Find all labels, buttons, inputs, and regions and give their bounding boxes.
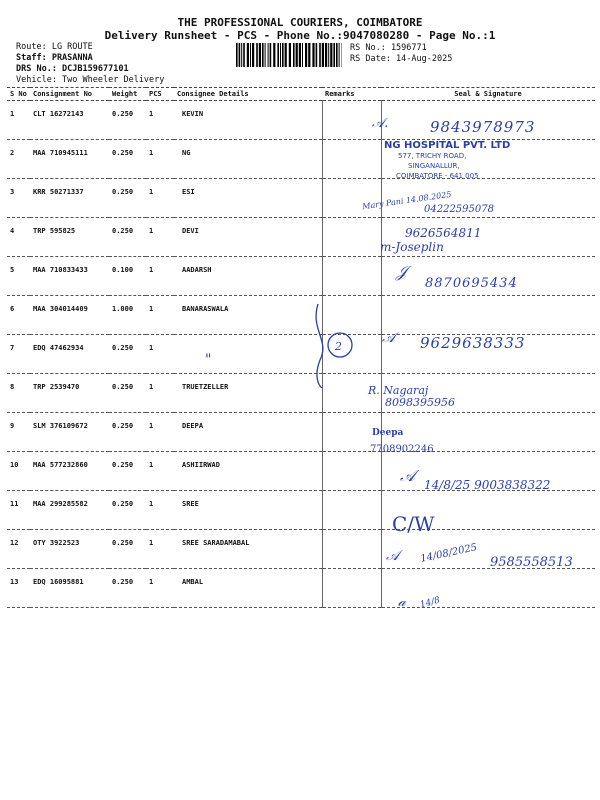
row-remarks (322, 491, 381, 530)
barcode-bar (268, 43, 269, 67)
row-sno: 3 (7, 179, 30, 218)
row-pcs: 1 (146, 296, 174, 335)
row-pcs: 1 (146, 491, 174, 530)
phone-row5: 8870695434 (425, 276, 518, 291)
row-sno: 9 (7, 413, 30, 452)
row-pcs: 1 (146, 140, 174, 179)
row-remarks (322, 218, 381, 257)
table-row (7, 569, 595, 608)
row-weight: 0.250 (109, 335, 146, 374)
sig-row3: Mary Pani 14.08.2025 (361, 189, 452, 212)
sig-row7: 𝒜 (382, 330, 396, 346)
row-weight: 0.250 (109, 179, 146, 218)
row-sno: 7 (7, 335, 30, 374)
barcode-bar (289, 43, 291, 67)
row-pcs: 1 (146, 101, 174, 140)
row-consignment: EDQ 47462934 (30, 335, 109, 374)
rs-date: RS Date: 14-Aug-2025 (350, 54, 453, 64)
row-remarks (322, 179, 381, 218)
row-sno: 1 (7, 101, 30, 140)
row-consignment: KRR 50271337 (30, 179, 109, 218)
row-pcs: 1 (146, 452, 174, 491)
row-pcs: 1 (146, 335, 174, 374)
rs-number: RS No.: 1596771 (350, 43, 427, 53)
barcode-bar (328, 43, 329, 67)
stamp-row2-line4: COIMBATORE - 641 005 (396, 172, 479, 180)
row-weight: 0.250 (109, 413, 146, 452)
row-consignee: BANARASWALA (174, 296, 322, 335)
barcode-bar (339, 43, 340, 67)
barcode-bar (319, 43, 321, 67)
sig-row5: 𝒥 (396, 262, 408, 281)
barcode-bar (322, 43, 324, 67)
row-pcs: 1 (146, 413, 174, 452)
barcode-bar (299, 43, 301, 67)
row-sno: 12 (7, 530, 30, 569)
row-weight: 0.250 (109, 374, 146, 413)
barcode-bar (256, 43, 258, 67)
row-weight: 0.250 (109, 452, 146, 491)
phone-row10: 14/8/25 9003838322 (424, 478, 551, 492)
barcode-icon (236, 43, 342, 67)
row-consignee: SREE (174, 491, 322, 530)
barcode-bar (316, 43, 318, 67)
barcode-bar (308, 43, 310, 67)
row-weight: 0.250 (109, 140, 146, 179)
row-pcs: 1 (146, 257, 174, 296)
barcode-bar (282, 43, 284, 67)
row-consignment: MAA 304014409 (30, 296, 109, 335)
row-pcs: 1 (146, 218, 174, 257)
row-weight: 0.250 (109, 491, 146, 530)
phone-row12: 9585558513 (490, 555, 573, 570)
barcode-bar (280, 43, 281, 67)
sig-row9: Deepa (372, 428, 404, 438)
route-label: Route: LG ROUTE (16, 42, 93, 52)
barcode-bar (236, 43, 238, 67)
row-sno: 2 (7, 140, 30, 179)
barcode-bar (330, 43, 332, 67)
barcode-bar (277, 43, 279, 67)
row-weight: 0.250 (109, 569, 146, 608)
sig-row11: C/W (392, 512, 435, 536)
row-pcs: 1 (146, 179, 174, 218)
col-remarks: Remarks (322, 88, 381, 101)
row-sno: 8 (7, 374, 30, 413)
barcode-bar (262, 43, 264, 67)
col-consignment: Consignment No (30, 88, 109, 101)
row-sno: 4 (7, 218, 30, 257)
row-signature (381, 296, 595, 335)
row-pcs: 1 (146, 530, 174, 569)
row-signature (381, 569, 595, 608)
row-pcs: 1 (146, 569, 174, 608)
row-consignment: MAA 710945111 (30, 140, 109, 179)
row-consignee: KEVIN (174, 101, 322, 140)
company-title: THE PROFESSIONAL COURIERS, COIMBATORE (177, 16, 423, 29)
phone-row9: 7708902246 (370, 444, 434, 455)
row-pcs: 1 (146, 374, 174, 413)
barcode-bar (239, 43, 241, 67)
stamp-row2-line3: SINGANALLUR, (408, 162, 460, 170)
row-consignment: MAA 299285582 (30, 491, 109, 530)
phone-row3: 04222595078 (424, 204, 494, 215)
row-consignee: ASHIIRWAD (174, 452, 322, 491)
row-sno: 10 (7, 452, 30, 491)
row-sno: 6 (7, 296, 30, 335)
row-sno: 11 (7, 491, 30, 530)
row-weight: 0.250 (109, 530, 146, 569)
sig-row10: 𝒜 (400, 466, 416, 485)
phone-row4: 9626564811 (405, 226, 482, 240)
row-consignee: DEVI (174, 218, 322, 257)
row-remarks (322, 530, 381, 569)
table-header (7, 88, 595, 101)
row-remarks (322, 140, 381, 179)
phone-row8: 8098395956 (385, 396, 455, 409)
barcode-bar (259, 43, 261, 67)
col-sno: S No (7, 88, 30, 101)
row-consignee: AADARSH (174, 257, 322, 296)
col-weight: Weight (109, 88, 146, 101)
date-row13: 14/8 (419, 595, 442, 611)
barcode-bar (252, 43, 254, 67)
stamp-row2: NG HOSPITAL PVT. LTD (384, 140, 511, 151)
stamp-row2-line2: 577, TRICHY ROAD, (398, 152, 467, 160)
row-consignment: TRP 2539470 (30, 374, 109, 413)
row-consignee: SREE SARADAMABAL (174, 530, 322, 569)
runsheet-subtitle: Delivery Runsheet - PCS - Phone No.:9047080280 - Page No.:1 (104, 29, 496, 42)
row-consignee: AMBAL (174, 569, 322, 608)
barcode-bar (250, 43, 251, 67)
row-remarks (322, 452, 381, 491)
barcode-bar (302, 43, 303, 67)
row-consignment: CLT 16272143 (30, 101, 109, 140)
col-signature: Seal & Signature (381, 88, 595, 101)
table-row (7, 179, 595, 218)
date-row12: 14/08/2025 (419, 542, 479, 565)
svg-text:2: 2 (335, 340, 342, 353)
row-sno: 13 (7, 569, 30, 608)
barcode-bar (270, 43, 272, 67)
row-consignee: DEEPA (174, 413, 322, 452)
row-consignee: TRUETZELLER (174, 374, 322, 413)
phone-row7: 9629638333 (420, 334, 526, 352)
barcode-bar (273, 43, 275, 67)
table-row (7, 218, 595, 257)
barcode-bar (325, 43, 327, 67)
barcode-bar (265, 43, 266, 67)
row-consignment: MAA 710833433 (30, 257, 109, 296)
vehicle-label: Vehicle: Two Wheeler Delivery (16, 75, 165, 85)
row-consignment: EDQ 16095881 (30, 569, 109, 608)
sig-row1: 𝒜. (372, 116, 389, 131)
drs-number: DRS No.: DCJB159677101 (16, 64, 129, 74)
row-consignment: MAA 577232860 (30, 452, 109, 491)
row-remarks (322, 257, 381, 296)
table-row (7, 413, 595, 452)
sig-row12: 𝒜 (386, 548, 400, 564)
col-pcs: PCS (146, 88, 174, 101)
row-consignee: NG (174, 140, 322, 179)
scribble-row6-7 (300, 300, 360, 390)
details-mark-row7: " (205, 352, 212, 368)
row-remarks (322, 569, 381, 608)
row-consignment: OTY 3922523 (30, 530, 109, 569)
barcode-bar (333, 43, 335, 67)
barcode-bar (247, 43, 249, 67)
barcode-bar (285, 43, 287, 67)
row-weight: 0.100 (109, 257, 146, 296)
barcode-bar (293, 43, 295, 67)
sig-row4: m-Joseplin (380, 240, 444, 254)
col-consignee: Consignee Details (174, 88, 322, 101)
row-weight: 0.250 (109, 218, 146, 257)
row-consignee: ESI (174, 179, 322, 218)
row-sno: 5 (7, 257, 30, 296)
row-consignment: TRP 595825 (30, 218, 109, 257)
phone-row1: 9843978973 (430, 118, 536, 136)
table-row (7, 491, 595, 530)
barcode-bar (296, 43, 298, 67)
barcode-bar (305, 43, 307, 67)
staff-label: Staff: PRASANNA (16, 53, 93, 63)
row-weight: 0.250 (109, 101, 146, 140)
row-weight: 1.000 (109, 296, 146, 335)
row-consignment: SLM 376109672 (30, 413, 109, 452)
barcode-bar (312, 43, 314, 67)
barcode-bar (336, 43, 338, 67)
barcode-bar (241, 43, 242, 67)
sig-row13: 𝒶 (398, 594, 406, 610)
sig-row8: R. Nagaraj (368, 384, 429, 397)
barcode-bar (243, 43, 245, 67)
